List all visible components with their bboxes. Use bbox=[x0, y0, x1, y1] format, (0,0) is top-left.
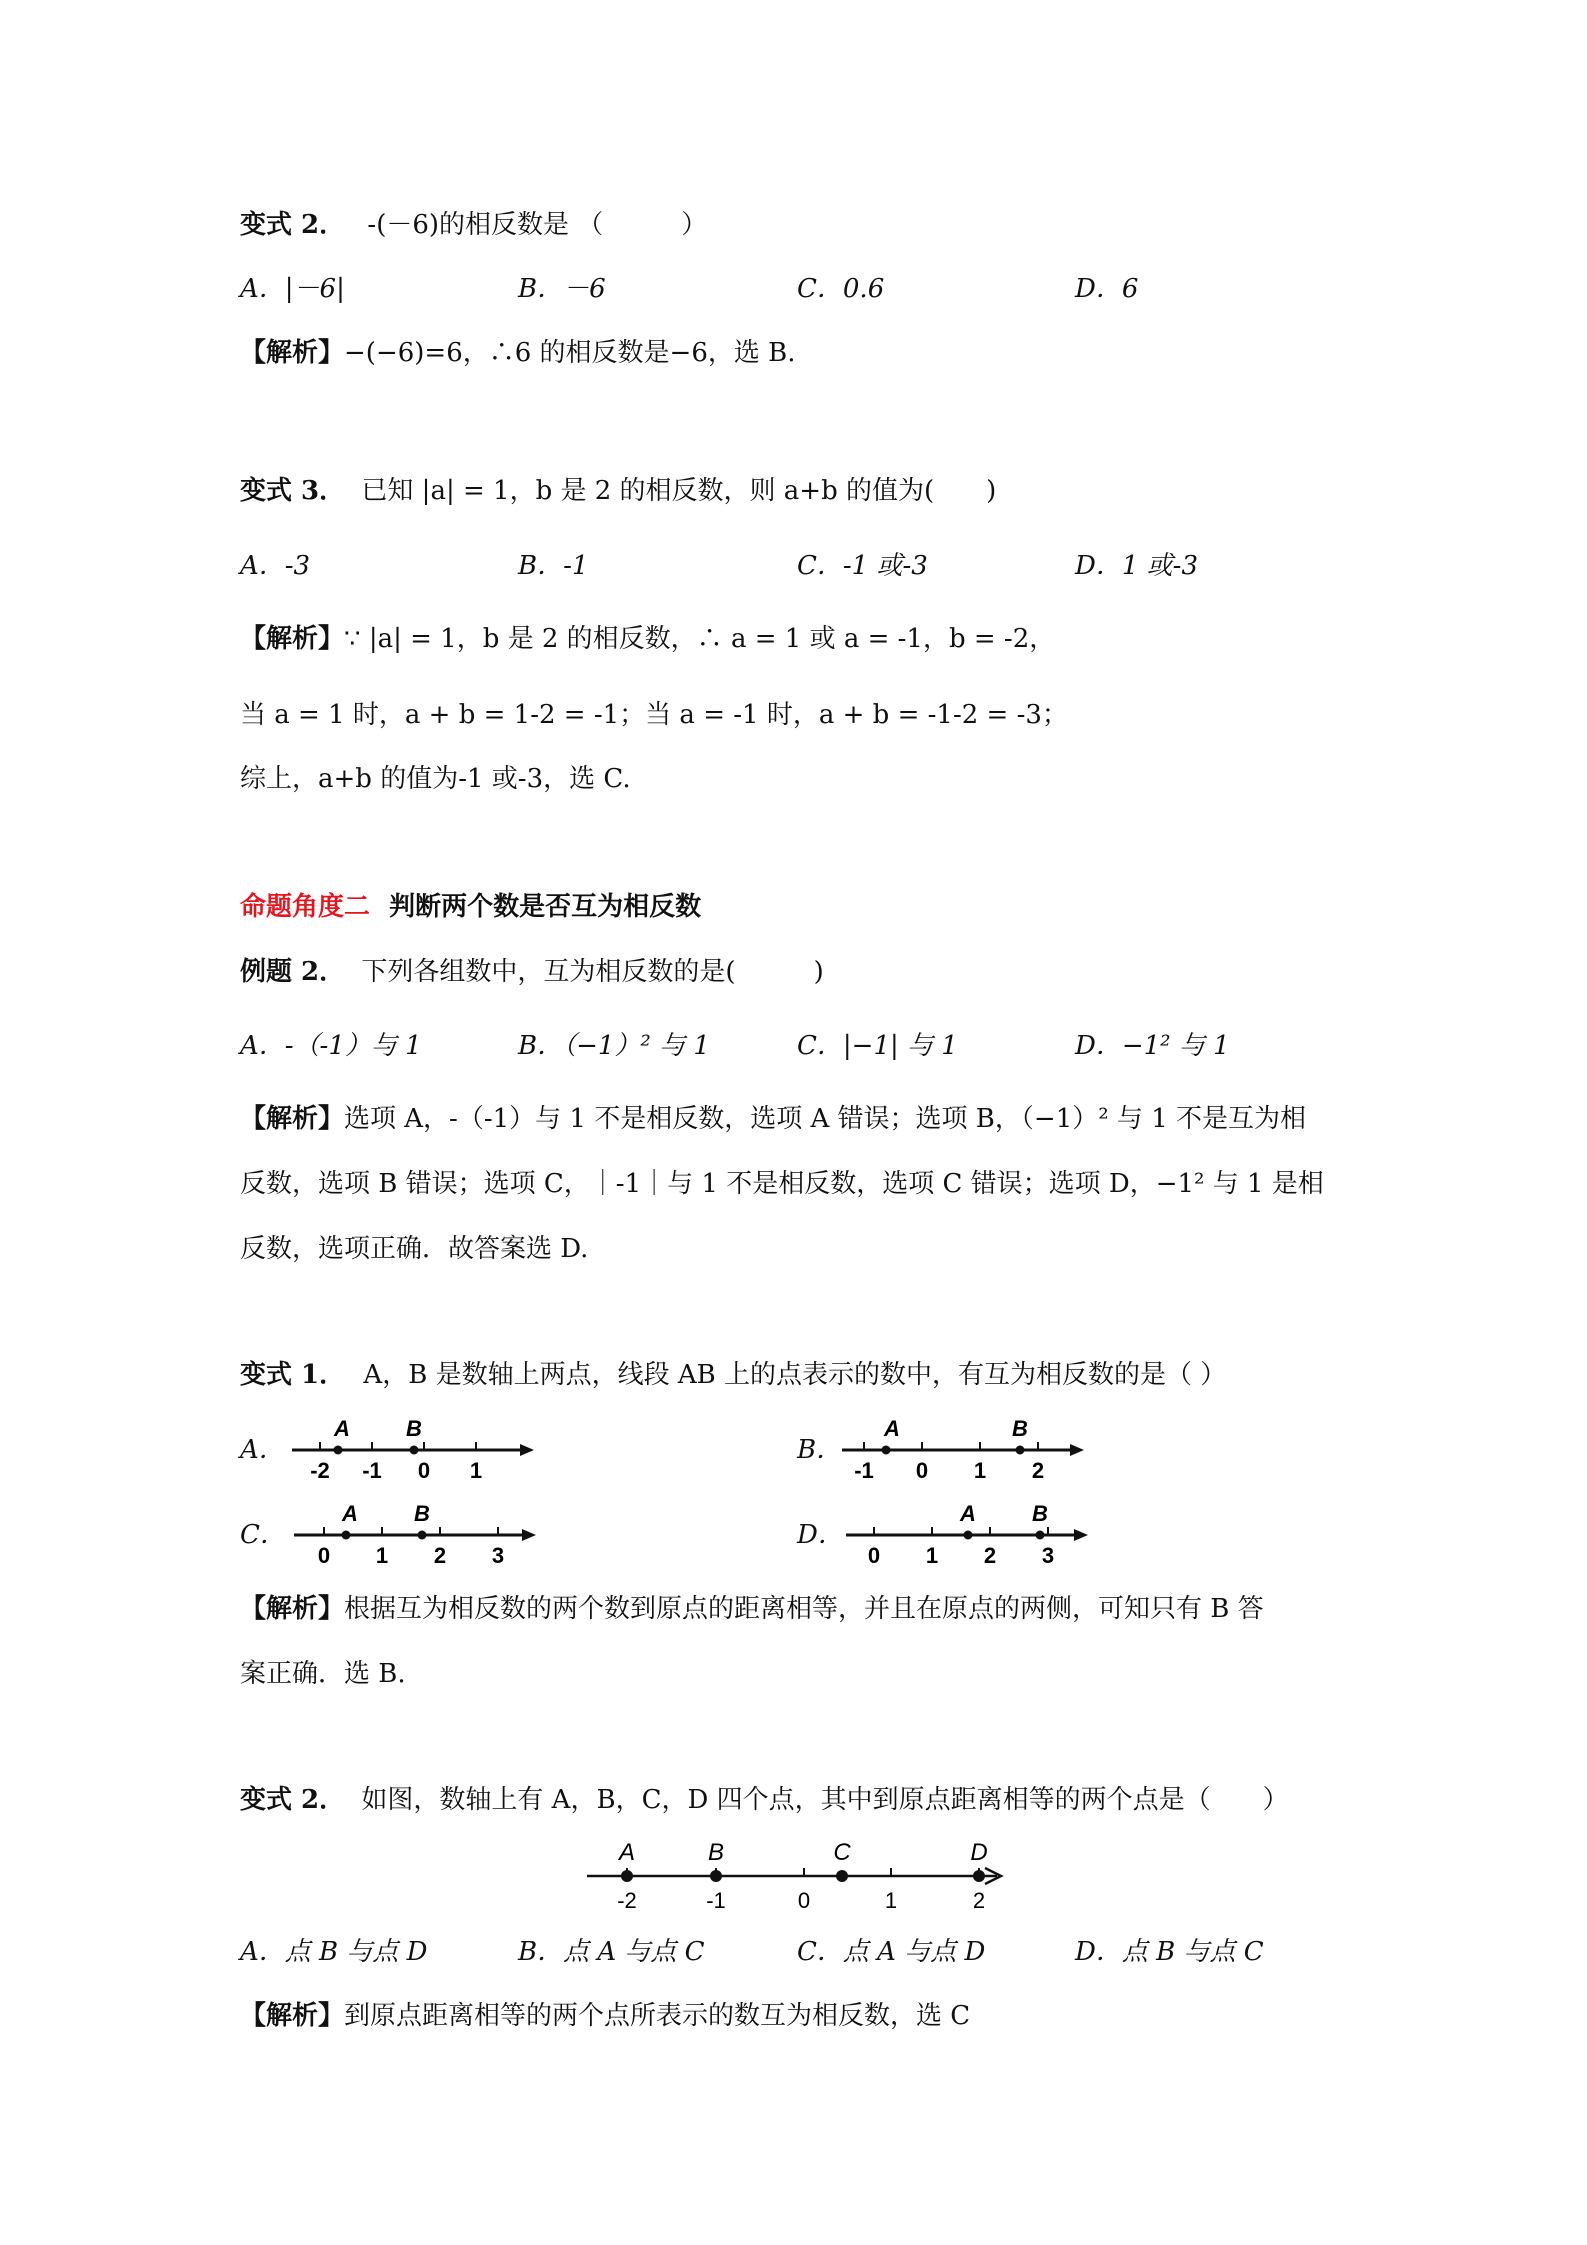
tick-label: -1 bbox=[362, 1458, 382, 1483]
numberline-b bbox=[840, 1412, 1090, 1482]
point-a bbox=[342, 1531, 351, 1540]
point-label: A bbox=[884, 1416, 900, 1441]
numberline-d bbox=[844, 1497, 1094, 1567]
question-title: 变式 1． bbox=[240, 1360, 346, 1390]
analysis-text: ∵ |a| = 1，b 是 2 的相反数，∴ a = 1 或 a = -1，b = -2， bbox=[344, 624, 1056, 654]
tick-label: 1 bbox=[925, 1543, 939, 1568]
analysis-text: 根据互为相反数的两个数到原点的距离相等，并且在原点的两侧，可知只有 B 答 bbox=[344, 1594, 1264, 1624]
option-a: A．点 B 与点 D bbox=[240, 1937, 428, 1967]
tick-label: 3 bbox=[491, 1543, 505, 1568]
analysis-label: 【解析】 bbox=[240, 1104, 345, 1134]
point-b bbox=[1036, 1531, 1045, 1540]
section-angle: 命题角度二 bbox=[240, 892, 371, 922]
question-b5 bbox=[240, 1783, 1289, 1817]
point-label: B bbox=[1032, 1501, 1048, 1526]
tick-label: 1 bbox=[375, 1543, 389, 1568]
option-b: B．-1 bbox=[518, 551, 589, 581]
point-b bbox=[1016, 1446, 1025, 1455]
option-c: C．-1 或-3 bbox=[797, 551, 928, 581]
option-a: A．-（-1）与 1 bbox=[240, 1031, 422, 1061]
tick-label: 2 bbox=[433, 1543, 447, 1568]
tick-label: 1 bbox=[469, 1458, 483, 1483]
point-label: A bbox=[960, 1501, 976, 1526]
question-stem: -(－6)的相反数是 （ ） bbox=[367, 210, 708, 240]
numberline-a-svg bbox=[290, 1412, 540, 1482]
tick-label: 0 bbox=[417, 1458, 431, 1483]
tick-label: 0 bbox=[317, 1543, 331, 1568]
analysis-b3-line2: 反数，选项 B 错误；选项 C，｜-1｜与 1 不是相反数，选项 C 错误；选项 D，−1² 与 1 是相 bbox=[240, 1169, 1324, 1199]
analysis-b2-line2: 当 a = 1 时，a + b = 1-2 = -1；当 a = -1 时，a + b = -1-2 = -3； bbox=[240, 700, 1068, 730]
option-a: A．|－6| bbox=[240, 274, 345, 304]
option-b: B．（−1）² 与 1 bbox=[518, 1031, 710, 1061]
question-stem: A，B 是数轴上两点，线段 AB 上的点表示的数中，有互为相反数的是（ ） bbox=[363, 1360, 1227, 1390]
section-heading bbox=[240, 890, 701, 924]
point-b bbox=[710, 1870, 722, 1882]
point-c bbox=[836, 1870, 848, 1882]
option-b: B．点 A 与点 C bbox=[518, 1937, 705, 1967]
question-title: 例题 2． bbox=[240, 957, 346, 987]
point-b bbox=[410, 1446, 419, 1455]
analysis-text: 到原点距离相等的两个点所表示的数互为相反数，选 C bbox=[344, 2001, 971, 2031]
tick-label: 2 bbox=[983, 1543, 997, 1568]
question-b2 bbox=[240, 474, 996, 508]
tick-label: 0 bbox=[867, 1543, 881, 1568]
axis-arrow bbox=[520, 1444, 534, 1456]
option-d: D． bbox=[797, 1520, 844, 1550]
tick-label: 0 bbox=[915, 1458, 929, 1483]
numberline-b-svg bbox=[840, 1412, 1090, 1482]
option-b: B．－6 bbox=[518, 274, 606, 304]
question-stem: 下列各组数中，互为相反数的是( ) bbox=[361, 957, 824, 987]
question-b1 bbox=[240, 208, 707, 242]
point-label: A bbox=[618, 1839, 636, 1866]
question-b4 bbox=[240, 1358, 1226, 1392]
analysis-label: 【解析】 bbox=[240, 2001, 345, 2031]
analysis-text: 选项 A，-（-1）与 1 不是相反数，选项 A 错误；选项 B，（−1）² 与 1 不是互为相 bbox=[344, 1104, 1307, 1134]
option-c: C． bbox=[240, 1520, 286, 1550]
point-label: B bbox=[414, 1501, 430, 1526]
axis-arrow bbox=[1074, 1529, 1088, 1541]
option-c: C．点 A 与点 D bbox=[797, 1937, 986, 1967]
point-a bbox=[882, 1446, 891, 1455]
analysis-b2-line3: 综上，a+b 的值为-1 或-3，选 C. bbox=[240, 764, 631, 794]
analysis-b4-line1 bbox=[240, 1592, 1264, 1626]
point-label: B bbox=[1012, 1416, 1028, 1441]
question-title: 变式 3． bbox=[240, 476, 346, 506]
tick-label: 2 bbox=[1031, 1458, 1045, 1483]
point-a bbox=[334, 1446, 343, 1455]
numberline-a bbox=[290, 1412, 540, 1482]
axis-arrow bbox=[1070, 1444, 1084, 1456]
question-stem: 已知 |a| = 1，b 是 2 的相反数，则 a+b 的值为( ) bbox=[361, 476, 997, 506]
question-title: 变式 2． bbox=[240, 210, 346, 240]
analysis-text: −(−6)=6，∴6 的相反数是−6，选 B. bbox=[344, 338, 796, 368]
point-label: A bbox=[342, 1501, 358, 1526]
analysis-label: 【解析】 bbox=[240, 338, 345, 368]
analysis-b3-line3: 反数，选项正确．故答案选 D. bbox=[240, 1234, 589, 1264]
option-d: D．−1² 与 1 bbox=[1075, 1031, 1230, 1061]
point-b bbox=[418, 1531, 427, 1540]
tick-label: 1 bbox=[973, 1458, 987, 1483]
option-a: A． bbox=[240, 1435, 285, 1465]
option-d: D．6 bbox=[1075, 274, 1139, 304]
option-b: B． bbox=[797, 1435, 843, 1465]
question-b3 bbox=[240, 955, 824, 989]
tick-label: 1 bbox=[884, 1888, 898, 1913]
tick-label: -2 bbox=[617, 1888, 637, 1913]
section-title: 判断两个数是否互为相反数 bbox=[389, 892, 702, 922]
analysis-b3-line1 bbox=[240, 1102, 1306, 1136]
tick-label: -2 bbox=[310, 1458, 330, 1483]
analysis-b4-line2: 案正确．选 B. bbox=[240, 1659, 406, 1689]
numberline-main bbox=[585, 1836, 1015, 1916]
analysis-label: 【解析】 bbox=[240, 1594, 345, 1624]
tick-label: 2 bbox=[972, 1888, 986, 1913]
point-label: B bbox=[707, 1839, 725, 1866]
point-label: D bbox=[970, 1839, 988, 1866]
numberline-main-svg bbox=[585, 1836, 1015, 1916]
analysis-b5 bbox=[240, 1999, 970, 2033]
analysis-b1 bbox=[240, 336, 796, 370]
numberline-c bbox=[292, 1497, 542, 1567]
analysis-label: 【解析】 bbox=[240, 624, 345, 654]
axis-arrow bbox=[522, 1529, 536, 1541]
point-label: B bbox=[406, 1416, 422, 1441]
numberline-c-svg bbox=[292, 1497, 542, 1567]
tick-label: -1 bbox=[706, 1888, 726, 1913]
question-title: 变式 2． bbox=[240, 1785, 346, 1815]
point-a bbox=[621, 1870, 633, 1882]
option-d: D．点 B 与点 C bbox=[1075, 1937, 1264, 1967]
point-label: A bbox=[334, 1416, 350, 1441]
point-label: C bbox=[833, 1839, 851, 1866]
point-a bbox=[964, 1531, 973, 1540]
option-a: A．-3 bbox=[240, 551, 311, 581]
analysis-b2-line1 bbox=[240, 622, 1055, 656]
point-d bbox=[973, 1870, 985, 1882]
tick-label: 3 bbox=[1041, 1543, 1055, 1568]
numberline-d-svg bbox=[844, 1497, 1094, 1567]
tick-label: 0 bbox=[797, 1888, 811, 1913]
question-stem: 如图，数轴上有 A，B，C，D 四个点，其中到原点距离相等的两个点是（ ） bbox=[361, 1785, 1289, 1815]
option-c: C．|−1| 与 1 bbox=[797, 1031, 958, 1061]
tick-label: -1 bbox=[854, 1458, 874, 1483]
option-d: D．1 或-3 bbox=[1075, 551, 1198, 581]
option-c: C．0.6 bbox=[797, 274, 885, 304]
